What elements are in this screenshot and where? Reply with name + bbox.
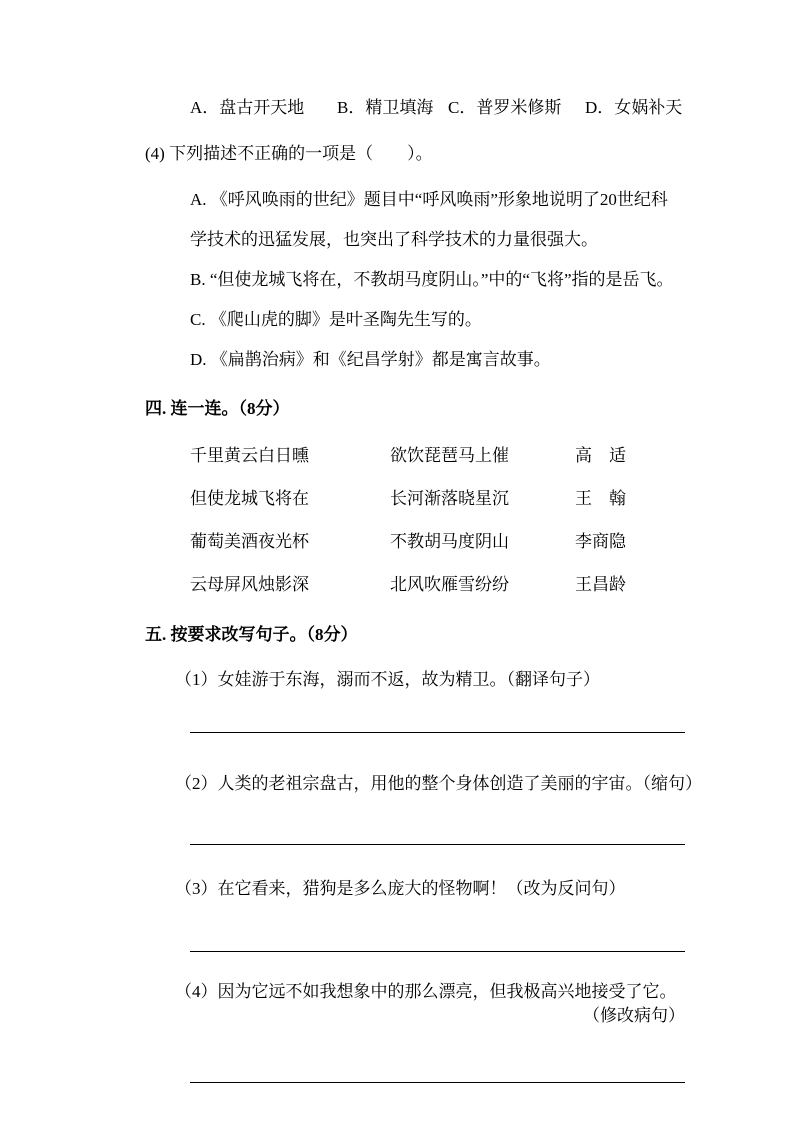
answer-line-2 (190, 844, 685, 845)
rewrite-item-4 (175, 980, 733, 1083)
section-four-title: 四. 连一连。（8分） (145, 399, 290, 418)
option-a: A．盘古开天地 (190, 98, 305, 117)
match-left-1: 千里黄云白日曛 (190, 446, 309, 465)
question-3-options-row (190, 96, 733, 120)
match-left-4: 云母屏风烛影深 (190, 575, 309, 594)
rewrite-item-3 (175, 877, 733, 952)
match-mid-1: 欲饮琵琶马上催 (390, 446, 509, 465)
match-right-3: 李商隐 (575, 532, 626, 551)
match-exercise-grid (190, 434, 733, 606)
option-c: C．普罗米修斯 (448, 98, 562, 117)
question-4-option-a: A. 《呼风唤雨的世纪》题目中“呼风唤雨”形象地说明了20世纪科学技术的迅猛发展，也突出了科学技术的力量很强大。 (190, 190, 668, 249)
question-4-option-d: D. 《扁鹊治病》和《纪昌学射》都是寓言故事。 (190, 350, 551, 369)
answer-line-1 (190, 732, 685, 733)
section-five-title: 五. 按要求改写句子。（8分） (145, 625, 358, 644)
match-mid-4: 北风吹雁雪纷纷 (390, 575, 509, 594)
match-right-2: 王 翰 (575, 489, 626, 508)
rewrite-sentences-block (175, 668, 733, 1083)
question-4-option-c: C. 《爬山虎的脚》是叶圣陶先生写的。 (190, 310, 482, 329)
match-mid-3: 不教胡马度阴山 (390, 532, 509, 551)
answer-line-3 (190, 951, 685, 952)
match-right-4: 王昌龄 (575, 575, 626, 594)
match-left-3: 葡萄美酒夜光杯 (190, 532, 309, 551)
rewrite-item-2-text: （2）人类的老祖宗盘古，用他的整个身体创造了美丽的宇宙。（缩句） (175, 774, 702, 793)
question-4-stem: (4) 下列描述不正确的一项是（ ）。 (145, 144, 433, 163)
match-left-2: 但使龙城飞将在 (190, 489, 309, 508)
option-b: B．精卫填海 (337, 98, 434, 117)
option-d: D．女娲补天 (585, 98, 683, 117)
match-right-1: 高 适 (575, 446, 626, 465)
match-mid-2: 长河渐落晓星沉 (390, 489, 509, 508)
rewrite-item-4-text: （4）因为它远不如我想象中的那么漂亮，但我极高兴地接受了它。 (175, 982, 677, 1001)
rewrite-item-1 (175, 668, 733, 733)
fix-sentence-note: （修改病句） (583, 1006, 685, 1025)
question-4-option-b: B. “但使龙城飞将在，不教胡马度阴山。”中的“飞将”指的是岳飞。 (190, 270, 674, 289)
rewrite-item-3-text: （3）在它看来，猎狗是多么庞大的怪物啊！（改为反问句） (175, 879, 626, 898)
answer-line-4 (190, 1082, 685, 1083)
rewrite-item-1-text: （1）女娃游于东海，溺而不返，故为精卫。（翻译句子） (175, 670, 600, 689)
question-4-options (190, 180, 680, 380)
rewrite-item-2 (175, 772, 733, 845)
